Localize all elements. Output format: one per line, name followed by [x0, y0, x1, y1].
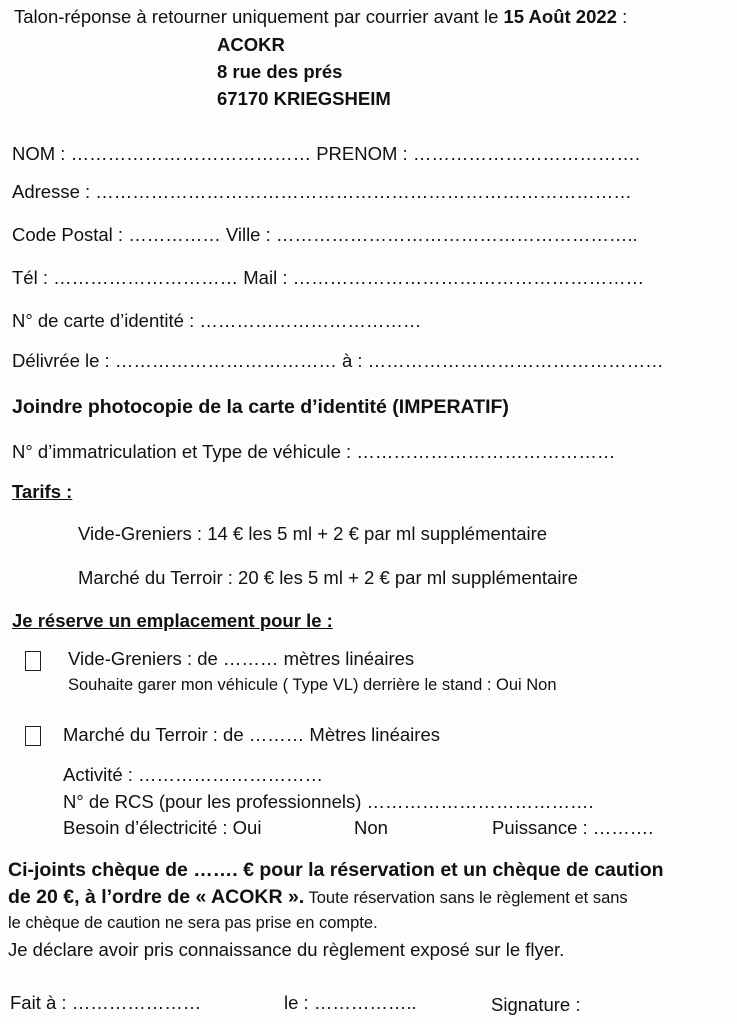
adresse-field[interactable]: Adresse : ……………………………………………………………………………	[12, 181, 632, 202]
payment-line-3: le chèque de caution ne sera pas prise en compte.	[8, 914, 378, 932]
carte-identite-field[interactable]: N° de carte d’identité : ………………………………	[12, 310, 422, 331]
delivree-field[interactable]: Délivrée le : ……………………………… à : …………………………………………	[12, 350, 664, 371]
vide-greniers-checkbox[interactable]	[25, 651, 41, 671]
payment-condition: Toute réservation sans le règlement et sans	[304, 889, 628, 907]
tarif-vide-greniers: Vide-Greniers : 14 € les 5 ml + 2 € par ml supplémentaire	[78, 523, 548, 544]
payment-caution: de 20 €, à l’ordre de « ACOKR ».	[8, 886, 305, 908]
nom-prenom-field[interactable]: NOM : ………………………………… PRENOM : ……………………………….	[12, 143, 640, 164]
photocopie-notice: Joindre photocopie de la carte d’identité (IMPERATIF)	[12, 396, 509, 418]
immatriculation-field[interactable]: N° d’immatriculation et Type de véhicule : ……………………………………	[12, 441, 616, 462]
fait-a-field[interactable]: Fait à : …………………	[10, 992, 202, 1013]
marche-terroir-label[interactable]: Marché du Terroir : de ……… Mètres linéaires	[63, 724, 440, 745]
org-name: ACOKR	[217, 34, 285, 55]
intro-text: Talon-réponse à retourner uniquement par courrier avant le	[14, 6, 504, 27]
tel-mail-field[interactable]: Tél : ………………………… Mail : …………………………………………………	[12, 267, 645, 288]
electricite-oui[interactable]: Besoin d’électricité : Oui	[63, 817, 262, 838]
tarifs-title: Tarifs :	[12, 481, 73, 502]
vide-greniers-label[interactable]: Vide-Greniers : de ……… mètres linéaires	[68, 648, 415, 669]
date-field[interactable]: le : ……………..	[284, 992, 417, 1013]
tarif-marche-terroir: Marché du Terroir : 20 € les 5 ml + 2 € par ml supplémentaire	[78, 567, 578, 588]
rcs-field[interactable]: N° de RCS (pour les professionnels) ……………………………….	[63, 791, 594, 812]
puissance-field[interactable]: Puissance : ……….	[492, 817, 654, 838]
electricite-non[interactable]: Non	[354, 817, 388, 838]
intro-end: :	[616, 6, 628, 27]
cp-ville-field[interactable]: Code Postal : …………… Ville : …………………………………………………..	[12, 224, 638, 245]
payment-line-1: Ci-joints chèque de ……. € pour la réservation et un chèque de caution	[8, 859, 664, 881]
parking-option[interactable]: Souhaite garer mon véhicule ( Type VL) derrière le stand : Oui Non	[68, 676, 557, 694]
payment-line-2	[8, 886, 628, 909]
org-city: 67170 KRIEGSHEIM	[217, 88, 391, 109]
reglement-line: Je déclare avoir pris connaissance du règlement exposé sur le flyer.	[8, 939, 565, 960]
deadline-date: 15 Août 2022	[503, 6, 617, 27]
intro-line	[14, 6, 627, 28]
reservation-title: Je réserve un emplacement pour le :	[12, 610, 333, 631]
org-street: 8 rue des prés	[217, 61, 343, 82]
signature-label: Signature :	[491, 994, 581, 1015]
activite-field[interactable]: Activité : …………………………	[63, 764, 324, 785]
marche-terroir-checkbox[interactable]	[25, 726, 41, 746]
